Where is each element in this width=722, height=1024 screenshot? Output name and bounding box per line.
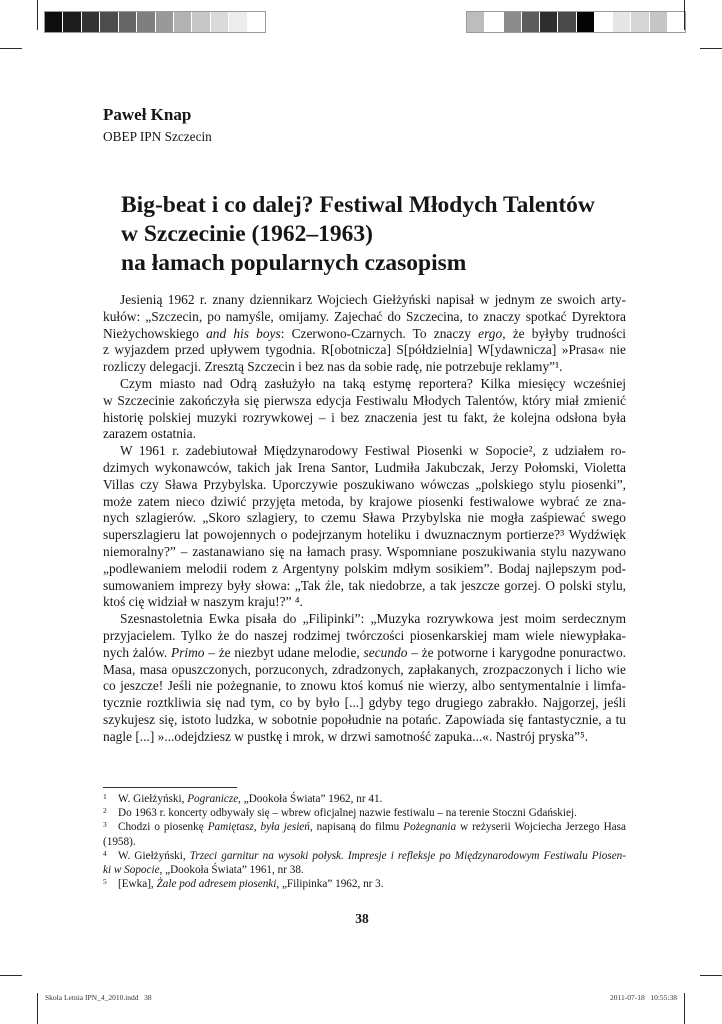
- body-text-segment: , że byłyby trudności: [502, 325, 626, 341]
- crop-mark-bottom-right-horizontal: [700, 975, 722, 976]
- color-swatch: [504, 12, 521, 32]
- color-swatch: [100, 12, 117, 32]
- body-line: W 1961 r. zadebiutował Międzynarodowy Festiwal Piosenki w Sopocie², z udziałem ro-: [120, 443, 626, 459]
- color-swatch: [558, 12, 575, 32]
- body-line: Szesnastoletnia Ewka pisała do „Filipinki”: „Muzyka rozrywkowa jest moim serdecznym: [120, 611, 626, 627]
- color-swatch: [211, 12, 228, 32]
- body-line: [103, 645, 626, 662]
- author-name: Paweł Knap: [103, 105, 192, 124]
- italic-phrase: and his boys: [206, 325, 281, 341]
- color-swatch: [668, 12, 685, 32]
- color-swatch: [174, 12, 191, 32]
- paragraph: [103, 292, 626, 376]
- paragraph: [103, 443, 626, 611]
- footnote-line: [103, 806, 626, 820]
- color-swatch: [595, 12, 612, 32]
- footnote-text-segment: , „Filipinka” 1962, nr 3.: [276, 878, 384, 891]
- footnote-number: 4: [103, 848, 107, 858]
- color-swatch: [82, 12, 99, 32]
- footnote-text-segment: , „Dookoła Świata” 1962, nr 41.: [238, 793, 383, 805]
- color-swatch: [192, 12, 209, 32]
- color-swatch: [485, 12, 502, 32]
- footnote: [103, 820, 626, 848]
- body-line: z wyjazdem przed upływem tygodnia. R[obotnicza] S[półdzielnia] W[ydawnicza] »Prasa« nie: [103, 342, 626, 358]
- footnote-text-segment: W. Giełżyński,: [118, 849, 190, 862]
- article-title-line: na łamach popularnych czasopism: [121, 250, 467, 276]
- footnote-line: [103, 792, 626, 806]
- color-swatch: [156, 12, 173, 32]
- article-title-line: w Szczecinie (1962–1963): [121, 221, 373, 247]
- color-swatch: [467, 12, 484, 32]
- body-text-segment: – że potworne i karygodne ponuractwo.: [407, 644, 626, 660]
- body-line: może zatem nieco dziwić przyjęta metoda, by krajowe piosenki festiwalowe wybrać ze zna-: [103, 493, 626, 509]
- color-swatch: [137, 12, 154, 32]
- italic-phrase: Primo: [171, 644, 205, 660]
- footnote-line: [103, 877, 626, 891]
- body-line: w Szczecinie zakończyła się pierwsza edycja Festiwalu Młodych Talentów, który miał zmienić: [103, 392, 626, 408]
- body-line: Czym miasto nad Odrą zasłużyło na taką estymę reportera? Kilka miesięcy wcześniej: [120, 375, 626, 391]
- italic-phrase: Pamiętasz, była jesień: [207, 821, 310, 834]
- body-line: superszlagieru lat powojennych o podejrzanym hoteliku i dwuznacznym portierze?³ Wydźwięk: [103, 527, 626, 543]
- slug-file-name: Skola Letnia IPN_4_2010.indd 38: [45, 993, 152, 1002]
- body-line: [103, 326, 626, 343]
- slug-timestamp: 2011-07-18 10:55:38: [609, 993, 677, 1002]
- color-swatch: [577, 12, 594, 32]
- body-text-segment: nych żalów.: [103, 644, 172, 660]
- footnote-text-segment: W. Giełżyński,: [118, 793, 188, 805]
- footnote-number: 1: [103, 792, 107, 801]
- footnote-text-segment: , „Dookoła Świata” 1961, nr 38.: [159, 863, 304, 876]
- italic-phrase: secundo: [363, 644, 408, 660]
- right-color-bar: [467, 12, 685, 32]
- footnote-line: [103, 849, 626, 863]
- body-line: tycznie roztkliwia się nad tym, co by było [...] gdyby tego drugiego zabrakło. Najgorzej, jeśli: [103, 695, 626, 711]
- color-swatch: [119, 12, 136, 32]
- footnote: [103, 806, 626, 820]
- color-swatch: [522, 12, 539, 32]
- body-line: historię polskiej muzyki rozrywkowej – i bez znaczenia jest tu fakt, że kolejna odsłona była: [103, 409, 626, 425]
- italic-phrase: ergo: [478, 325, 503, 341]
- footnote-number: 5: [103, 877, 107, 887]
- color-swatch: [631, 12, 648, 32]
- footnote-text-segment: , napisaną do filmu: [309, 821, 404, 834]
- paragraph: [103, 611, 626, 745]
- article-body: [103, 292, 626, 746]
- body-line: „podlewaniem melodii rodem z Argentyny polskim mdłym sosikiem”. Bodaj najlepszym pod-: [103, 560, 626, 576]
- body-text-segment: : Czerwono-Czarnych. To znaczy: [280, 325, 479, 341]
- footnote: [103, 877, 626, 891]
- crop-mark-top-left-horizontal: [0, 48, 22, 49]
- body-line: Villas czy Sława Przybylska. Uporczywie poszukiwano wówczas „polskiego stylu piosenki”,: [103, 476, 626, 492]
- body-line: sumowaniem imprezy były słowa: „Tak źle, tak niedobrze, a tak jeszcze gorzej. O polski stylu,: [103, 577, 626, 593]
- footnote-text-segment: Chodzi o piosenkę: [118, 821, 208, 834]
- body-line: zarazem ostatnia.: [103, 426, 196, 442]
- footnote-line: [103, 863, 626, 877]
- footnote: [103, 792, 626, 806]
- italic-phrase: ki w Sopocie: [103, 863, 160, 876]
- footnote: [103, 849, 626, 877]
- body-line: kułów: „Szczecin, po namyśle, omijamy. Zajechać do Szczecina, to znaczy spotkać Dyrektora: [103, 308, 626, 324]
- crop-mark-bottom-right-vertical: [684, 993, 685, 1024]
- color-swatch: [248, 12, 265, 32]
- footnote-text-segment: w reżyserii Wojciecha Jerzego Hasa: [456, 821, 626, 834]
- footnote-line: [103, 820, 626, 834]
- color-swatch: [613, 12, 630, 32]
- article-title: [121, 191, 661, 278]
- footnote-separator: [103, 787, 237, 788]
- crop-mark-bottom-left-vertical: [37, 993, 38, 1024]
- body-line: przyjacielem. Tylko że do naszej rodzimej twórczości piosenkarskiej mam wiele niewypłaka-: [103, 627, 626, 643]
- color-swatch: [540, 12, 557, 32]
- page-number: 38: [355, 911, 369, 926]
- footnote-text-segment: Do 1963 r. koncerty odbywały się – wbrew oficjalnej nazwie festiwalu – na terenie Stoczni Gdańskiej.: [118, 807, 577, 820]
- body-text-segment: Nieżychowskiego: [103, 325, 207, 341]
- crop-mark-bottom-left-horizontal: [0, 975, 22, 976]
- author-affiliation: OBEP IPN Szczecin: [103, 129, 212, 144]
- body-line: niemoralny?” – zastanawiano się na łamach prasy. Wspomniane poszukiwania stylu nazywano: [103, 543, 626, 559]
- italic-phrase: Pogranicze: [187, 793, 239, 805]
- footnotes: [103, 792, 626, 891]
- body-line: rozliczy delegacji. Zresztą Szczecin i bez nas da sobie radę, nie potrzebuje reklamy”¹.: [103, 359, 563, 375]
- color-swatch: [63, 12, 80, 32]
- color-swatch: [229, 12, 246, 32]
- body-line: Jesienią 1962 r. znany dziennikarz Wojciech Giełżyński napisał w jednym ze swoich arty-: [120, 292, 626, 307]
- footnote-number: 3: [103, 820, 107, 830]
- italic-phrase: Pożegnania: [403, 821, 457, 834]
- body-line: dzimych wykonawców, takich jak Irena Santor, Ludmiła Jakubczak, Jerzy Połomski, Violetta: [103, 459, 626, 475]
- italic-phrase: Trzeci garnitur na wysoki połysk. Impresje i refleksje po Międzynarodowym Festiwalu Piosen-: [189, 849, 626, 862]
- footnote-number: 2: [103, 806, 107, 816]
- left-color-bar: [45, 12, 265, 32]
- crop-mark-top-right-horizontal: [700, 48, 722, 49]
- body-line: nagle [...] »...odejdziesz w pustkę i mrok, w drzwi samotność zapuka...«. Nastrój pryska”⁵.: [103, 728, 589, 744]
- color-swatch: [650, 12, 667, 32]
- color-swatch: [45, 12, 62, 32]
- article-title-line: Big-beat i co dalej? Festiwal Młodych Talentów: [121, 192, 595, 218]
- crop-mark-top-right-vertical: [684, 0, 685, 30]
- italic-phrase: Żale pod adresem piosenki: [156, 878, 277, 891]
- body-text-segment: – że niezbyt udane melodie,: [204, 644, 364, 660]
- paragraph: [103, 376, 626, 443]
- body-line: nych szlagierów. „Skoro szlagiery, to czemu Sława Przybylska nie mogła zaśpiewać swego: [103, 510, 626, 526]
- crop-mark-top-left-vertical: [37, 0, 38, 30]
- body-line: szykujesz się, istoto ludzka, w sobotnie popołudnie na potańc. Zapowiada się fantastycznie, a tu: [103, 711, 626, 727]
- body-line: Masa, masa opuszczonych, porzuconych, zdradzonych, zapłakanych, zrozpaczonych i licho wie: [103, 661, 626, 677]
- body-line: co jeszcze! Jeśli nie pożegnanie, to znowu ktoś komuś nie wierzy, albo sentymentalnie i limfa-: [103, 678, 626, 694]
- footnote-text-segment: [Ewka],: [118, 878, 157, 891]
- footnote-line: (1958).: [103, 835, 136, 848]
- body-line: ktoś cię widział w naszym kraju!?” ⁴.: [103, 594, 303, 610]
